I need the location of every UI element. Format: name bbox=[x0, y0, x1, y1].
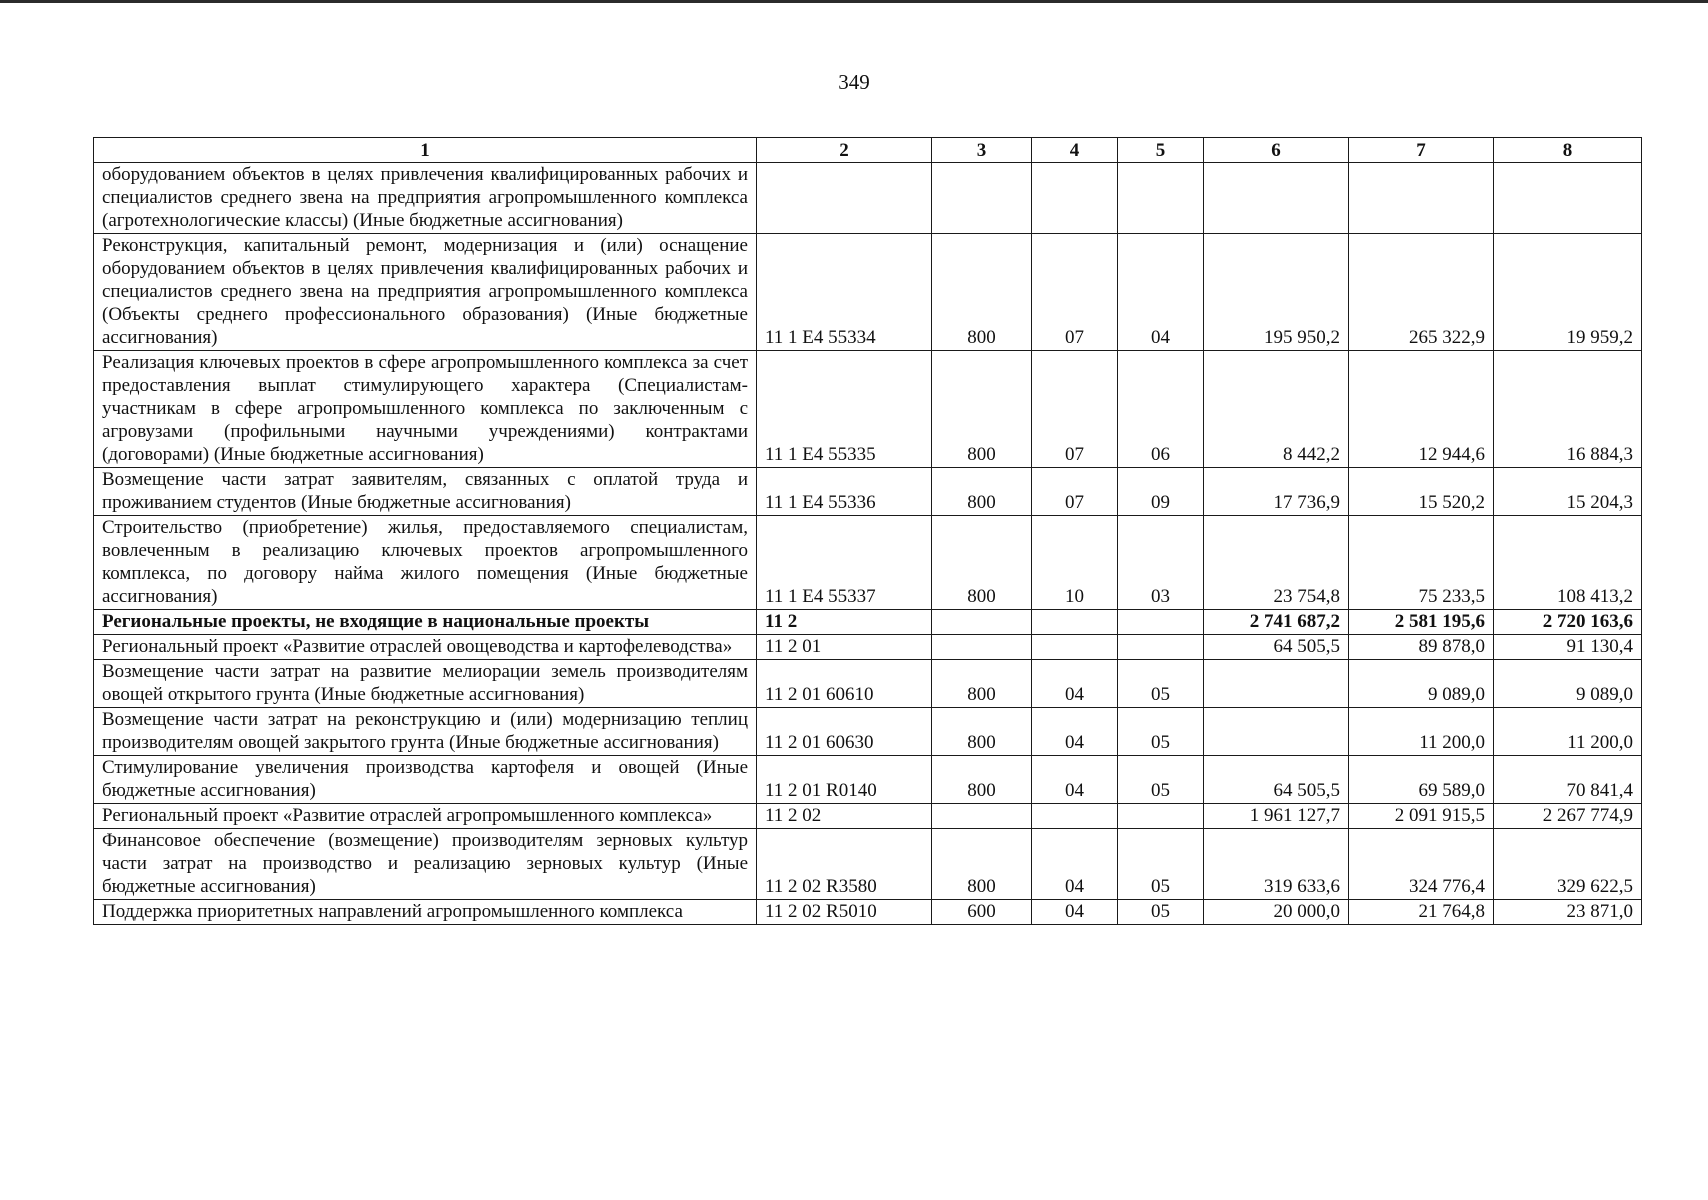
row-subsection-cell: 05 bbox=[1118, 708, 1204, 756]
row-section-cell bbox=[1032, 163, 1118, 234]
row-subsection-cell bbox=[1118, 610, 1204, 635]
row-subsection-cell bbox=[1118, 804, 1204, 829]
header-col-4: 4 bbox=[1032, 138, 1118, 163]
row-section-cell: 10 bbox=[1032, 516, 1118, 610]
row-name-cell: оборудованием объектов в целях привлечения квалифицированных рабочих и специалистов среднего звена на предприятия агропромышленного комплекса (агротехнологические классы) (Иные бюджетные ассигнования) bbox=[94, 163, 757, 234]
row-expense-type-cell: 800 bbox=[932, 756, 1032, 804]
row-section-cell: 07 bbox=[1032, 234, 1118, 351]
row-value-8-cell: 108 413,2 bbox=[1494, 516, 1642, 610]
row-code-cell: 11 1 Е4 55337 bbox=[757, 516, 932, 610]
row-value-7-cell: 15 520,2 bbox=[1349, 468, 1494, 516]
row-subsection-cell: 05 bbox=[1118, 829, 1204, 900]
table-row bbox=[94, 708, 1642, 756]
row-value-7-cell: 9 089,0 bbox=[1349, 660, 1494, 708]
header-col-5: 5 bbox=[1118, 138, 1204, 163]
row-code-cell: 11 2 01 60610 bbox=[757, 660, 932, 708]
row-section-cell: 04 bbox=[1032, 900, 1118, 925]
table-row bbox=[94, 829, 1642, 900]
row-value-7-cell: 2 581 195,6 bbox=[1349, 610, 1494, 635]
row-section-cell bbox=[1032, 804, 1118, 829]
row-name-cell: Финансовое обеспечение (возмещение) производителям зерновых культур части затрат на производство и реализацию зерновых культур (Иные бюджетные ассигнования) bbox=[94, 829, 757, 900]
row-value-6-cell bbox=[1204, 163, 1349, 234]
row-value-6-cell: 64 505,5 bbox=[1204, 756, 1349, 804]
row-expense-type-cell: 800 bbox=[932, 829, 1032, 900]
row-value-7-cell: 324 776,4 bbox=[1349, 829, 1494, 900]
row-value-7-cell: 21 764,8 bbox=[1349, 900, 1494, 925]
row-value-6-cell bbox=[1204, 660, 1349, 708]
row-section-cell: 07 bbox=[1032, 468, 1118, 516]
row-value-8-cell: 9 089,0 bbox=[1494, 660, 1642, 708]
row-subsection-cell: 05 bbox=[1118, 756, 1204, 804]
table-row bbox=[94, 804, 1642, 829]
row-name-cell: Возмещение части затрат на развитие мелиорации земель производителям овощей открытого грунта (Иные бюджетные ассигнования) bbox=[94, 660, 757, 708]
row-expense-type-cell bbox=[932, 804, 1032, 829]
table-row bbox=[94, 660, 1642, 708]
header-col-3: 3 bbox=[932, 138, 1032, 163]
row-subsection-cell: 04 bbox=[1118, 234, 1204, 351]
row-section-cell: 07 bbox=[1032, 351, 1118, 468]
row-name-cell: Возмещение части затрат заявителям, связанных с оплатой труда и проживанием студентов (Иные бюджетные ассигнования) bbox=[94, 468, 757, 516]
row-expense-type-cell bbox=[932, 163, 1032, 234]
row-name-cell: Строительство (приобретение) жилья, предоставляемого специалистам, вовлеченным в реализацию ключевых проектов агропромышленного комплекса, по договору найма жилого помещения (Иные бюджетные ассигнования) bbox=[94, 516, 757, 610]
row-code-cell: 11 2 01 R0140 bbox=[757, 756, 932, 804]
table-row bbox=[94, 756, 1642, 804]
row-value-8-cell: 11 200,0 bbox=[1494, 708, 1642, 756]
row-subsection-cell: 05 bbox=[1118, 660, 1204, 708]
table-row bbox=[94, 163, 1642, 234]
row-name-cell: Возмещение части затрат на реконструкцию и (или) модернизацию теплиц производителям овощей закрытого грунта (Иные бюджетные ассигнования) bbox=[94, 708, 757, 756]
row-value-6-cell bbox=[1204, 708, 1349, 756]
row-name-cell: Реконструкция, капитальный ремонт, модернизация и (или) оснащение оборудованием объектов в целях привлечения квалифицированных рабочих и специалистов среднего звена на предприятия агропромышленного комплекса (Объекты среднего профессионального образования) (Иные бюджетные ассигнования) bbox=[94, 234, 757, 351]
table-row bbox=[94, 351, 1642, 468]
table-body bbox=[94, 163, 1642, 925]
row-subsection-cell: 06 bbox=[1118, 351, 1204, 468]
row-name-cell: Региональный проект «Развитие отраслей агропромышленного комплекса» bbox=[94, 804, 757, 829]
row-value-7-cell: 2 091 915,5 bbox=[1349, 804, 1494, 829]
row-expense-type-cell bbox=[932, 610, 1032, 635]
row-value-8-cell: 2 267 774,9 bbox=[1494, 804, 1642, 829]
row-value-8-cell bbox=[1494, 163, 1642, 234]
table-row bbox=[94, 516, 1642, 610]
row-name-cell: Поддержка приоритетных направлений агропромышленного комплекса bbox=[94, 900, 757, 925]
row-value-8-cell: 70 841,4 bbox=[1494, 756, 1642, 804]
row-subsection-cell bbox=[1118, 163, 1204, 234]
row-code-cell: 11 2 02 R5010 bbox=[757, 900, 932, 925]
header-col-6: 6 bbox=[1204, 138, 1349, 163]
row-subsection-cell: 05 bbox=[1118, 900, 1204, 925]
row-value-7-cell: 75 233,5 bbox=[1349, 516, 1494, 610]
header-col-7: 7 bbox=[1349, 138, 1494, 163]
row-value-7-cell bbox=[1349, 163, 1494, 234]
row-subsection-cell bbox=[1118, 635, 1204, 660]
row-name-cell: Региональный проект «Развитие отраслей овощеводства и картофелеводства» bbox=[94, 635, 757, 660]
row-value-6-cell: 2 741 687,2 bbox=[1204, 610, 1349, 635]
row-section-cell: 04 bbox=[1032, 660, 1118, 708]
row-value-7-cell: 265 322,9 bbox=[1349, 234, 1494, 351]
row-subsection-cell: 09 bbox=[1118, 468, 1204, 516]
row-value-7-cell: 11 200,0 bbox=[1349, 708, 1494, 756]
row-value-8-cell: 19 959,2 bbox=[1494, 234, 1642, 351]
table-row bbox=[94, 610, 1642, 635]
table-header-row bbox=[94, 138, 1642, 163]
row-value-7-cell: 12 944,6 bbox=[1349, 351, 1494, 468]
row-value-8-cell: 15 204,3 bbox=[1494, 468, 1642, 516]
row-value-6-cell: 195 950,2 bbox=[1204, 234, 1349, 351]
row-value-6-cell: 17 736,9 bbox=[1204, 468, 1349, 516]
row-value-8-cell: 91 130,4 bbox=[1494, 635, 1642, 660]
row-value-7-cell: 69 589,0 bbox=[1349, 756, 1494, 804]
row-name-cell: Реализация ключевых проектов в сфере агропромышленного комплекса за счет предоставления выплат стимулирующего характера (Специалистам-участникам в сфере агропромышленного комплекса по заключенным с агровузами (профильными научными учреждениями) контрактами (договорами) (Иные бюджетные ассигнования) bbox=[94, 351, 757, 468]
header-col-2: 2 bbox=[757, 138, 932, 163]
row-expense-type-cell: 800 bbox=[932, 351, 1032, 468]
row-code-cell bbox=[757, 163, 932, 234]
row-section-cell bbox=[1032, 635, 1118, 660]
row-name-cell: Стимулирование увеличения производства картофеля и овощей (Иные бюджетные ассигнования) bbox=[94, 756, 757, 804]
row-section-cell bbox=[1032, 610, 1118, 635]
row-section-cell: 04 bbox=[1032, 829, 1118, 900]
page-number: 349 bbox=[838, 70, 870, 94]
row-subsection-cell: 03 bbox=[1118, 516, 1204, 610]
table-row bbox=[94, 635, 1642, 660]
budget-table bbox=[93, 137, 1642, 925]
row-value-6-cell: 20 000,0 bbox=[1204, 900, 1349, 925]
row-code-cell: 11 2 01 bbox=[757, 635, 932, 660]
row-code-cell: 11 2 02 bbox=[757, 804, 932, 829]
row-expense-type-cell: 800 bbox=[932, 468, 1032, 516]
row-value-8-cell: 2 720 163,6 bbox=[1494, 610, 1642, 635]
row-code-cell: 11 2 02 R3580 bbox=[757, 829, 932, 900]
page-top-edge bbox=[0, 0, 1708, 3]
row-code-cell: 11 1 Е4 55334 bbox=[757, 234, 932, 351]
table-row bbox=[94, 900, 1642, 925]
row-value-6-cell: 64 505,5 bbox=[1204, 635, 1349, 660]
row-section-cell: 04 bbox=[1032, 756, 1118, 804]
row-value-6-cell: 1 961 127,7 bbox=[1204, 804, 1349, 829]
table-row bbox=[94, 468, 1642, 516]
row-section-cell: 04 bbox=[1032, 708, 1118, 756]
header-col-8: 8 bbox=[1494, 138, 1642, 163]
header-col-1: 1 bbox=[94, 138, 757, 163]
row-value-6-cell: 319 633,6 bbox=[1204, 829, 1349, 900]
row-value-8-cell: 16 884,3 bbox=[1494, 351, 1642, 468]
row-value-6-cell: 8 442,2 bbox=[1204, 351, 1349, 468]
row-code-cell: 11 2 bbox=[757, 610, 932, 635]
row-expense-type-cell: 800 bbox=[932, 234, 1032, 351]
row-value-6-cell: 23 754,8 bbox=[1204, 516, 1349, 610]
row-expense-type-cell bbox=[932, 635, 1032, 660]
row-code-cell: 11 1 Е4 55335 bbox=[757, 351, 932, 468]
row-expense-type-cell: 600 bbox=[932, 900, 1032, 925]
row-code-cell: 11 2 01 60630 bbox=[757, 708, 932, 756]
row-expense-type-cell: 800 bbox=[932, 516, 1032, 610]
row-expense-type-cell: 800 bbox=[932, 708, 1032, 756]
row-name-cell: Региональные проекты, не входящие в национальные проекты bbox=[94, 610, 757, 635]
table-row bbox=[94, 234, 1642, 351]
row-code-cell: 11 1 Е4 55336 bbox=[757, 468, 932, 516]
row-expense-type-cell: 800 bbox=[932, 660, 1032, 708]
row-value-8-cell: 329 622,5 bbox=[1494, 829, 1642, 900]
row-value-8-cell: 23 871,0 bbox=[1494, 900, 1642, 925]
row-value-7-cell: 89 878,0 bbox=[1349, 635, 1494, 660]
